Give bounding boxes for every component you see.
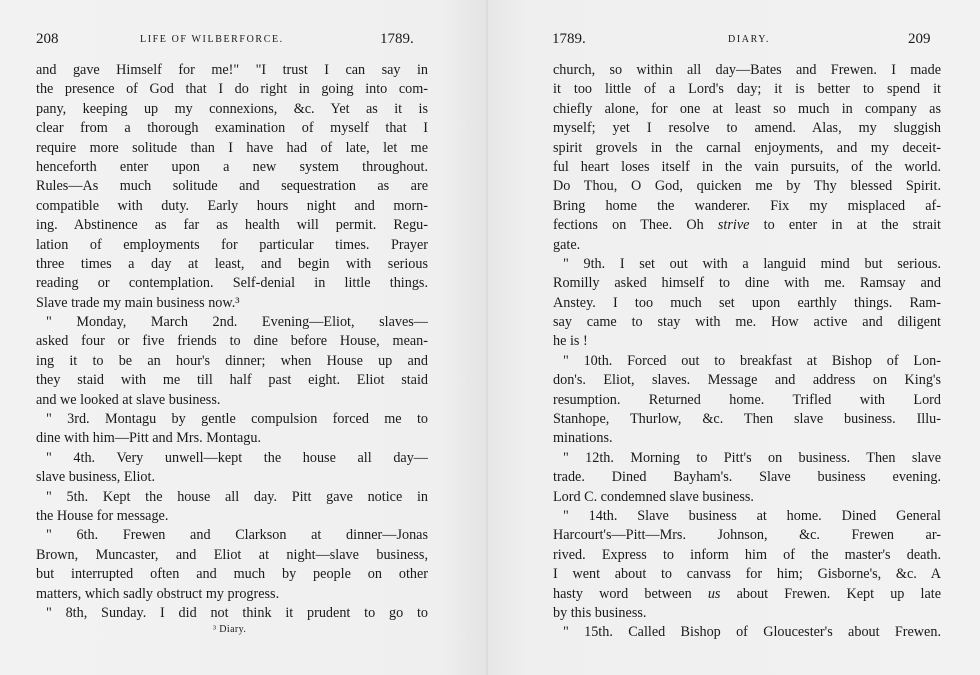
- text-line: gate.: [553, 236, 581, 253]
- text-line: Rules—As much solitude and sequestration as are: [36, 178, 428, 195]
- text-line: " 15th. Called Bishop of Gloucester's about Frewen.: [563, 624, 941, 641]
- text-line: the presence of God that I do right in going into com-: [36, 81, 428, 98]
- text-line: clear from a thorough examination of myself that I: [36, 120, 428, 137]
- text-line: pany, keeping up my connexions, &c. Yet as it is: [36, 100, 428, 117]
- text-line: " 14th. Slave business at home. Dined General: [563, 507, 941, 524]
- left-page-header: [0, 31, 488, 51]
- text-line: say came to stay with me. How active and diligent: [553, 314, 941, 331]
- text-line: " 6th. Frewen and Clarkson at dinner—Jonas: [46, 527, 428, 544]
- text-line: spirit grovels in the carnal enjoyments, and my deceit-: [553, 139, 941, 156]
- text-line: chiefly alone, for one at least so much in company as: [553, 100, 941, 117]
- text-line: and we looked at slave business.: [36, 391, 221, 408]
- text-line: lation of employments for particular times. Prayer: [36, 236, 428, 253]
- text-line: and gave Himself for me!" "I trust I can say in: [36, 62, 428, 78]
- text-line: Do Thou, O God, quicken me by Thy blessed Spirit.: [553, 178, 941, 195]
- left-page-text: [36, 61, 428, 623]
- text-line: Anstey. I too much set upon earthly things. Ram-: [553, 294, 941, 311]
- text-line: Lord C. condemned slave business.: [553, 488, 754, 505]
- text-line: by this business.: [553, 604, 647, 621]
- page-number: 209: [908, 31, 931, 47]
- text-line: Harcourt's—Pitt—Mrs. Johnson, &c. Frewen ar-: [553, 527, 941, 544]
- text-line: ful heart loses itself in the vain pursuits, of the world.: [553, 158, 941, 175]
- text-line: minations.: [553, 430, 613, 447]
- text-line: fections on Thee. Oh strive to enter in at the strait: [553, 217, 941, 234]
- text-line: " 9th. I set out with a languid mind but serious.: [563, 255, 941, 272]
- text-line: " 5th. Kept the house all day. Pitt gave notice in: [46, 488, 428, 505]
- text-line: compatible with duty. Early hours night and morn-: [36, 197, 428, 214]
- text-line: Brown, Muncaster, and Eliot at night—slave business,: [36, 546, 428, 563]
- text-line: " Monday, March 2nd. Evening—Eliot, slaves—: [46, 314, 428, 331]
- text-line: matters, which sadly obstruct my progress.: [36, 585, 280, 602]
- year-header: 1789.: [552, 31, 586, 47]
- text-line: I went about to canvass for him; Gisborne's, &c. A: [553, 566, 941, 583]
- text-line: myself; yet I resolve to amend. Alas, my sluggish: [553, 120, 941, 137]
- text-line: it too little of a Lord's day; it is better to spend it: [553, 81, 941, 98]
- text-line: Stanhope, Thurlow, &c. Then slave business. Illu-: [553, 411, 941, 428]
- text-line: Romilly asked himself to dine with me. Ramsay and: [553, 275, 941, 292]
- right-page: [488, 0, 980, 675]
- text-line: Slave trade my main business now.³: [36, 294, 240, 311]
- text-line: " 4th. Very unwell—kept the house all day—: [46, 449, 428, 466]
- right-page-header: [488, 31, 980, 51]
- footnote: ³ Diary.: [213, 624, 247, 635]
- year-header: 1789.: [380, 31, 414, 47]
- text-line: he is !: [553, 333, 588, 350]
- running-head: DIARY.: [728, 34, 770, 45]
- text-line: church, so within all day—Bates and Frewen. I made: [553, 62, 941, 78]
- right-page-text: [553, 61, 941, 643]
- text-line: asked four or five friends to dine before House, mean-: [36, 333, 428, 350]
- running-head: LIFE OF WILBERFORCE.: [140, 34, 284, 45]
- text-line: ing. Abstinence as far as health will permit. Regu-: [36, 217, 428, 234]
- text-line: don's. Eliot, slaves. Message and address on King's: [553, 372, 941, 389]
- text-line: trade. Dined Bayham's. Slave business evening.: [553, 469, 941, 486]
- text-line: but interrupted often and much by people on other: [36, 566, 428, 583]
- text-line: they staid with me till half past eight. Eliot staid: [36, 372, 428, 389]
- text-line: require more solitude than I have had of late, let me: [36, 139, 428, 156]
- text-line: the House for message.: [36, 507, 169, 524]
- text-line: reading or contemplation. Self-denial in little things.: [36, 275, 428, 292]
- page-number: 208: [36, 31, 59, 47]
- text-line: " 12th. Morning to Pitt's on business. Then slave: [563, 449, 941, 466]
- text-line: " 3rd. Montagu by gentle compulsion forced me to: [46, 411, 428, 428]
- text-line: dine with him—Pitt and Mrs. Montagu.: [36, 430, 262, 447]
- text-line: rived. Express to inform him of the master's death.: [553, 546, 941, 563]
- text-line: ing it to be an hour's dinner; when House up and: [36, 352, 428, 369]
- text-line: slave business, Eliot.: [36, 469, 156, 486]
- text-line: three times a day at least, and begin with serious: [36, 255, 428, 272]
- left-page: [0, 0, 488, 675]
- text-line: resumption. Returned home. Trifled with Lord: [553, 391, 941, 408]
- text-line: " 8th, Sunday. I did not think it prudent to go to: [46, 604, 428, 621]
- text-line: " 10th. Forced out to breakfast at Bishop of Lon-: [563, 352, 941, 369]
- text-line: Bring home the wanderer. Fix my misplaced af-: [553, 197, 941, 214]
- text-line: hasty word between us about Frewen. Kept up late: [553, 585, 942, 602]
- text-line: henceforth enter upon a new system throughout.: [36, 158, 428, 175]
